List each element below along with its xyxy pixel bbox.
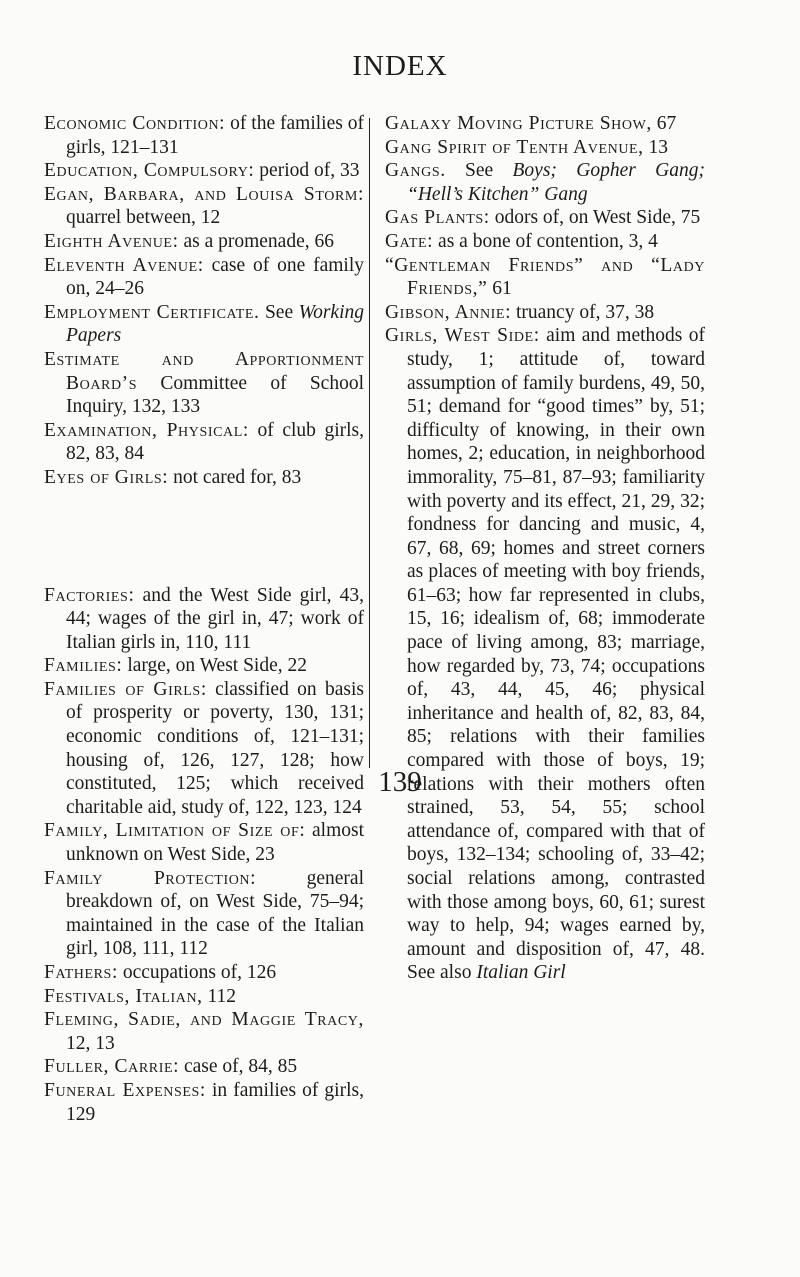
page-number: 139	[378, 766, 422, 798]
entry-heading: Fathers:	[44, 962, 118, 983]
index-entry	[385, 159, 705, 206]
index-entry	[44, 985, 364, 1009]
entry-heading: Gibson, Annie:	[385, 301, 512, 323]
entry-heading: Family, Limitation of Size of:	[44, 820, 306, 842]
entry-body: 12, 13	[66, 1032, 115, 1054]
entry-heading: Fleming, Sadie, and Maggie Tracy,	[44, 1009, 364, 1031]
entry-heading: Galaxy Moving Picture Show,	[385, 113, 652, 134]
entry-body: period of, 33	[254, 160, 360, 182]
index-entry	[44, 654, 364, 678]
index-entry	[44, 961, 364, 985]
entry-heading: Gate:	[385, 230, 434, 252]
entry-body: as a promenade, 66	[178, 230, 334, 252]
entry-heading: Egan, Barbara, and Louisa Storm:	[44, 183, 364, 205]
entry-body: as a bone of contention, 3, 4	[433, 230, 658, 252]
entry-cross-reference: Italian Girl	[476, 962, 566, 984]
entry-heading: Education, Compulsory:	[44, 160, 255, 182]
entry-heading: Fuller, Carrie:	[44, 1056, 180, 1078]
entry-body: classified on basis of prosperity or poverty, 130, 131; economic conditions of, 121–131; housing of, 126, 127, 128; how constituted, 125; which received charitable aid, study of, 122, 123, 124	[66, 678, 365, 818]
index-entry	[44, 867, 364, 961]
entry-heading: Economic Condition:	[44, 113, 226, 134]
index-entry	[44, 584, 364, 655]
index-entry	[385, 206, 705, 230]
entry-heading: Factories:	[44, 584, 135, 606]
entry-cross-reference: Boys; Gopher Gang; “Hell’s Kitchen” Gang	[407, 160, 705, 205]
column-divider	[369, 118, 370, 768]
entry-heading: Estimate and Apportionment Board’s	[44, 348, 364, 394]
entry-body: case of, 84, 85	[179, 1056, 298, 1078]
index-entry	[44, 348, 364, 419]
index-entry	[44, 230, 364, 254]
entry-heading: Festivals, Italian,	[44, 985, 203, 1007]
entry-body: See	[445, 160, 513, 182]
entry-body: Committee of School Inquiry, 132, 133	[66, 372, 364, 418]
entry-body: large, on West Side, 22	[122, 655, 308, 677]
entry-body: 61	[487, 278, 512, 300]
entry-body: almost unknown on West Side, 23	[66, 820, 364, 866]
index-entry	[385, 136, 705, 160]
entry-body: occupations of, 126	[117, 962, 277, 983]
entry-heading: Funeral Expenses:	[44, 1079, 206, 1101]
index-entry	[44, 1055, 364, 1079]
entry-body: in families of girls, 129	[66, 1079, 364, 1125]
entry-heading: Families:	[44, 655, 123, 677]
index-column-right	[385, 112, 705, 985]
index-entry	[44, 183, 364, 230]
index-entry	[385, 230, 705, 254]
index-entry	[44, 112, 364, 159]
entry-body: and the West Side girl, 43, 44; wages of the girl in, 47; work of Italian girls in, 110, 111	[66, 584, 364, 653]
entry-body: 67	[651, 113, 677, 134]
entry-body: quarrel between, 12	[66, 207, 221, 229]
entry-body: See	[259, 301, 299, 323]
entry-heading: Gang Spirit of Tenth Avenue,	[385, 136, 644, 158]
entry-heading: Eighth Avenue:	[44, 230, 179, 252]
entry-heading: Gangs.	[385, 160, 446, 182]
index-entry	[44, 1079, 364, 1126]
index-entry	[385, 254, 705, 301]
entry-body: 13	[643, 136, 669, 158]
index-entry	[385, 324, 705, 985]
entry-heading: “Gentleman Friends” and “Lady Friends,”	[385, 254, 705, 300]
index-entry	[44, 819, 364, 866]
entry-heading: Eleventh Avenue:	[44, 254, 204, 276]
page-header: INDEX	[352, 50, 448, 82]
index-entry	[44, 254, 364, 301]
entry-heading: Eyes of Girls:	[44, 466, 169, 488]
entry-body: odors of, on West Side, 75	[489, 207, 701, 229]
index-entry	[385, 112, 705, 136]
index-entry	[44, 301, 364, 348]
index-entry	[44, 159, 364, 183]
index-entry	[385, 301, 705, 325]
entry-body: general breakdown of, on West Side, 75–94; maintained in the case of the Italian girl, 108, 111, 112	[66, 867, 364, 960]
entry-heading: Girls, West Side:	[385, 325, 540, 347]
entry-body: aim and methods of study, 1; attitude of, toward assumption of family burdens, 49, 50, 51; demand for “good times” by, 51; difficulty of knowing, in their own homes, 2; education, in neighborhood immorality, 75–81, 87–93; familiarity with poverty and its effect, 21, 29, 32; fondness for dancing and music, 4, 67, 68, 69; homes and street corners as places of meeting with boy friends, 61–63; how far represented in clubs, 15, 16; idealism of, 68; immoderate pace of living among, 83; marriage, how regarded by, 73, 74; occupations of, 43, 44, 45, 46; physical inheritance and health of, 82, 83, 84, 85; relations with their families compared with those of boys, 19; relations with their mothers often strained, 53, 54, 55; school attendance of, compared with that of boys, 132–134; schooling of, 33–42; social relations among, contrasted with those among boys, 60, 61; surest way to help, 94; wages earned by, amount and disposition of, 47, 48. See also	[407, 325, 705, 984]
entry-heading: Examination, Physical:	[44, 419, 249, 441]
entry-body: 112	[202, 985, 237, 1007]
entry-heading: Families of Girls:	[44, 678, 207, 700]
index-entry	[44, 419, 364, 466]
index-column-left	[44, 112, 364, 1126]
entry-body: not cared for, 83	[168, 466, 302, 488]
entry-body: of the families of girls, 121–131	[66, 113, 365, 158]
entry-heading: Family Protection:	[44, 867, 257, 889]
entry-cross-reference: Working Papers	[66, 301, 364, 347]
entry-heading: Gas Plants:	[385, 207, 490, 229]
index-entry	[44, 1008, 364, 1055]
entry-body: of club girls, 82, 83, 84	[66, 419, 365, 465]
entry-body: truancy of, 37, 38	[511, 301, 655, 323]
index-entry	[44, 466, 364, 490]
entry-body: case of one family on, 24–26	[66, 254, 364, 300]
entry-heading: Employment Certificate.	[44, 301, 260, 323]
